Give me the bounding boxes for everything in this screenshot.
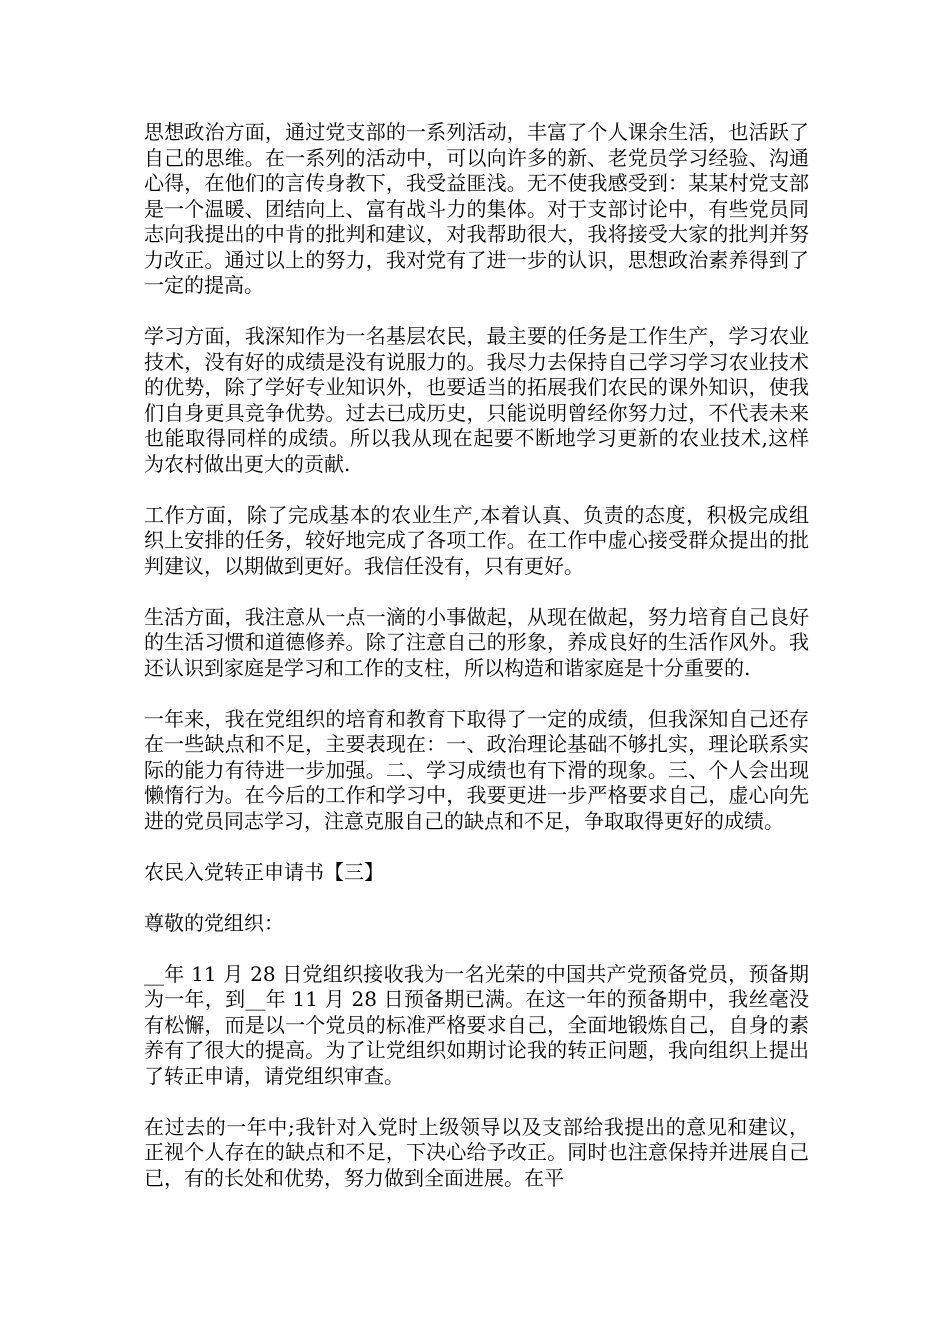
paragraph-summary: 一年来，我在党组织的培育和教育下取得了一定的成绩，但我深知自己还存在一些缺点和不足，主要表现在：一、政治理论基础不够扎实，理论联系实际的能力有待进一步加强。二、学习成绩也有下滑的现象。三、个人会出现懒惰行为。在今后的工作和学习中，我要更进一步严格要求自己，虚心向先进的党员同志学习，注意克服自己的缺点和不足，争取取得更好的成绩。	[144, 706, 809, 833]
paragraph-political: 思想政治方面，通过党支部的一系列活动，丰富了个人课余生活，也活跃了自己的思维。在一系列的活动中，可以向许多的新、老党员学习经验、沟通心得，在他们的言传身教下，我受益匪浅。无不使我感受到：某某村党支部是一个温暖、团结向上、富有战斗力的集体。对于支部讨论中，有些党员同志向我提出的中肯的批判和建议，对我帮助很大，我将接受大家的批判并努力改正。通过以上的努力，我对党有了进一步的认识，思想政治素养得到了一定的提高。	[144, 120, 809, 297]
paragraph-intro: __年 11 月 28 日党组织接收我为一名光荣的中国共产党预备党员，预备期为一年，到__年 11 月 28 日预备期已满。在这一年的预备期中，我丝毫没有松懈，而是以一个党员的标准严格要求自己，全面地锻炼自己，自身的素养有了很大的提高。为了让党组织如期讨论我的转正问题，我向组织上提出了转正申请，请党组织审查。	[144, 961, 809, 1088]
paragraph-work: 工作方面，除了完成基本的农业生产,本着认真、负责的态度，积极完成组织上安排的任务，较好地完成了各项工作。在工作中虚心接受群众提出的批判建议，以期做到更好。我信任没有，只有更好。	[144, 502, 809, 578]
paragraph-past-year: 在过去的一年中;我针对入党时上级领导以及支部给我提出的意见和建议，正视个人存在的缺点和不足，下决心给予改正。同时也注意保持并进展自己已，有的长处和优势，努力做到全面进展。在平	[144, 1114, 809, 1190]
document-page	[144, 120, 809, 1217]
paragraph-life: 生活方面，我注意从一点一滴的小事做起，从现在做起，努力培育自己良好的生活习惯和道德修养。除了注意自己的形象，养成良好的生活作风外。我还认识到家庭是学习和工作的支柱，所以构造和谐家庭是十分重要的.	[144, 604, 809, 680]
salutation: 尊敬的党组织：	[144, 910, 284, 935]
section-heading: 农民入党转正申请书【三】	[144, 859, 384, 884]
paragraph-study: 学习方面，我深知作为一名基层农民，最主要的任务是工作生产，学习农业技术，没有好的成绩是没有说服力的。我尽力去保持自己学习学习农业技术的优势，除了学好专业知识外，也要适当的拓展我们农民的课外知识，使我们自身更具竞争优势。过去已成历史，只能说明曾经你努力过，不代表未来也能取得同样的成绩。所以我从现在起要不断地学习更新的农业技术,这样为农村做出更大的贡献.	[144, 324, 809, 476]
